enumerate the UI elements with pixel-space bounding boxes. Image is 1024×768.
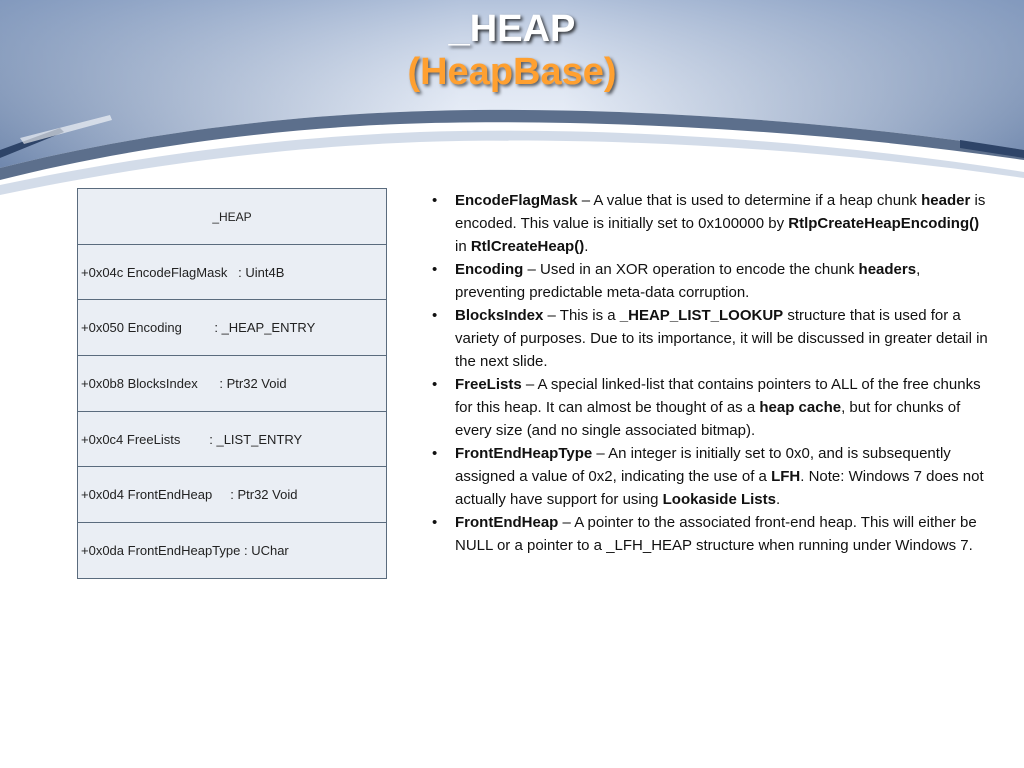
bullet-text: . Note: Windows 7 does not actually have support for using bbox=[455, 468, 984, 508]
bullet-term: Lookaside Lists bbox=[662, 491, 776, 508]
bullet-term: headers bbox=[858, 261, 917, 278]
bullet-text: – Used in an XOR operation to encode the chunk bbox=[523, 261, 859, 278]
bullet-text: – A pointer to the associated front-end heap. This will either be NULL or a pointer to a _LFH_HEAP structure when running under Windows 7. bbox=[455, 514, 977, 554]
title-heapbase: (HeapBase) bbox=[407, 51, 617, 93]
bullet-item bbox=[428, 189, 988, 258]
bullet-dot-icon: • bbox=[432, 261, 438, 278]
slide-header-banner bbox=[0, 0, 1024, 200]
bullet-text: – This is a bbox=[543, 307, 620, 324]
bullet-dot-icon: • bbox=[432, 192, 438, 209]
bullet-term: FrontEndHeap bbox=[455, 514, 559, 531]
bullet-item bbox=[428, 304, 988, 373]
title-heap: _HEAP bbox=[448, 8, 576, 50]
struct-name-cell: _HEAP bbox=[78, 189, 386, 245]
bullet-term: Encoding bbox=[455, 261, 524, 278]
bullet-term: EncodeFlagMask bbox=[455, 192, 578, 209]
bullet-text: is encoded. This value is initially set to 0x100000 by bbox=[455, 192, 986, 232]
struct-field-row: +0x0d4 FrontEndHeap : Ptr32 Void bbox=[78, 467, 386, 523]
bullet-item bbox=[428, 373, 988, 442]
bullet-term: BlocksIndex bbox=[455, 307, 544, 324]
bullet-text: . bbox=[776, 491, 781, 508]
bullet-dot-icon: • bbox=[432, 307, 438, 324]
bullet-text: – An integer is initially set to 0x0, and is subsequently assigned a value of 0x2, indicating the use of a bbox=[455, 445, 951, 485]
bullet-term: LFH bbox=[771, 468, 801, 485]
bullet-text: in bbox=[455, 238, 471, 255]
bullet-text: . bbox=[584, 238, 589, 255]
bullet-term: RtlpCreateHeapEncoding() bbox=[788, 215, 980, 232]
bullet-term: FreeLists bbox=[455, 376, 522, 393]
bullet-text: , preventing predictable meta-data corruption. bbox=[455, 261, 921, 301]
bullet-term: RtlCreateHeap() bbox=[470, 238, 585, 255]
bullet-text: , but for chunks of every size (and no single associated bitmap). bbox=[455, 399, 961, 439]
bullet-term: FrontEndHeapType bbox=[455, 445, 593, 462]
slide-title bbox=[0, 8, 1024, 94]
bullet-text: – A special linked-list that contains pointers to ALL of the free chunks for this heap. It can almost be thought of as a bbox=[455, 376, 981, 416]
struct-field-row: +0x0da FrontEndHeapType : UChar bbox=[78, 523, 386, 579]
bullet-item bbox=[428, 258, 988, 304]
bullet-term: header bbox=[921, 192, 971, 209]
bullet-term: heap cache bbox=[759, 399, 842, 416]
struct-field-row: +0x050 Encoding : _HEAP_ENTRY bbox=[78, 300, 386, 356]
field-description-list bbox=[428, 189, 988, 557]
struct-field-row: +0x0b8 BlocksIndex : Ptr32 Void bbox=[78, 356, 386, 412]
bullet-item bbox=[428, 511, 988, 557]
struct-field-row: +0x0c4 FreeLists : _LIST_ENTRY bbox=[78, 412, 386, 467]
bullet-dot-icon: • bbox=[432, 376, 438, 393]
heap-structure-table bbox=[77, 188, 387, 579]
bullet-text: structure that is used for a variety of purposes. Due to its importance, it will be discussed in greater detail in the next slide. bbox=[455, 307, 988, 370]
bullet-dot-icon: • bbox=[432, 445, 438, 462]
bullet-text: – A value that is used to determine if a heap chunk bbox=[577, 192, 922, 209]
bullet-term: _HEAP_LIST_LOOKUP bbox=[619, 307, 784, 324]
bullet-dot-icon: • bbox=[432, 514, 438, 531]
struct-field-row: +0x04c EncodeFlagMask : Uint4B bbox=[78, 245, 386, 300]
bullet-item bbox=[428, 442, 988, 511]
